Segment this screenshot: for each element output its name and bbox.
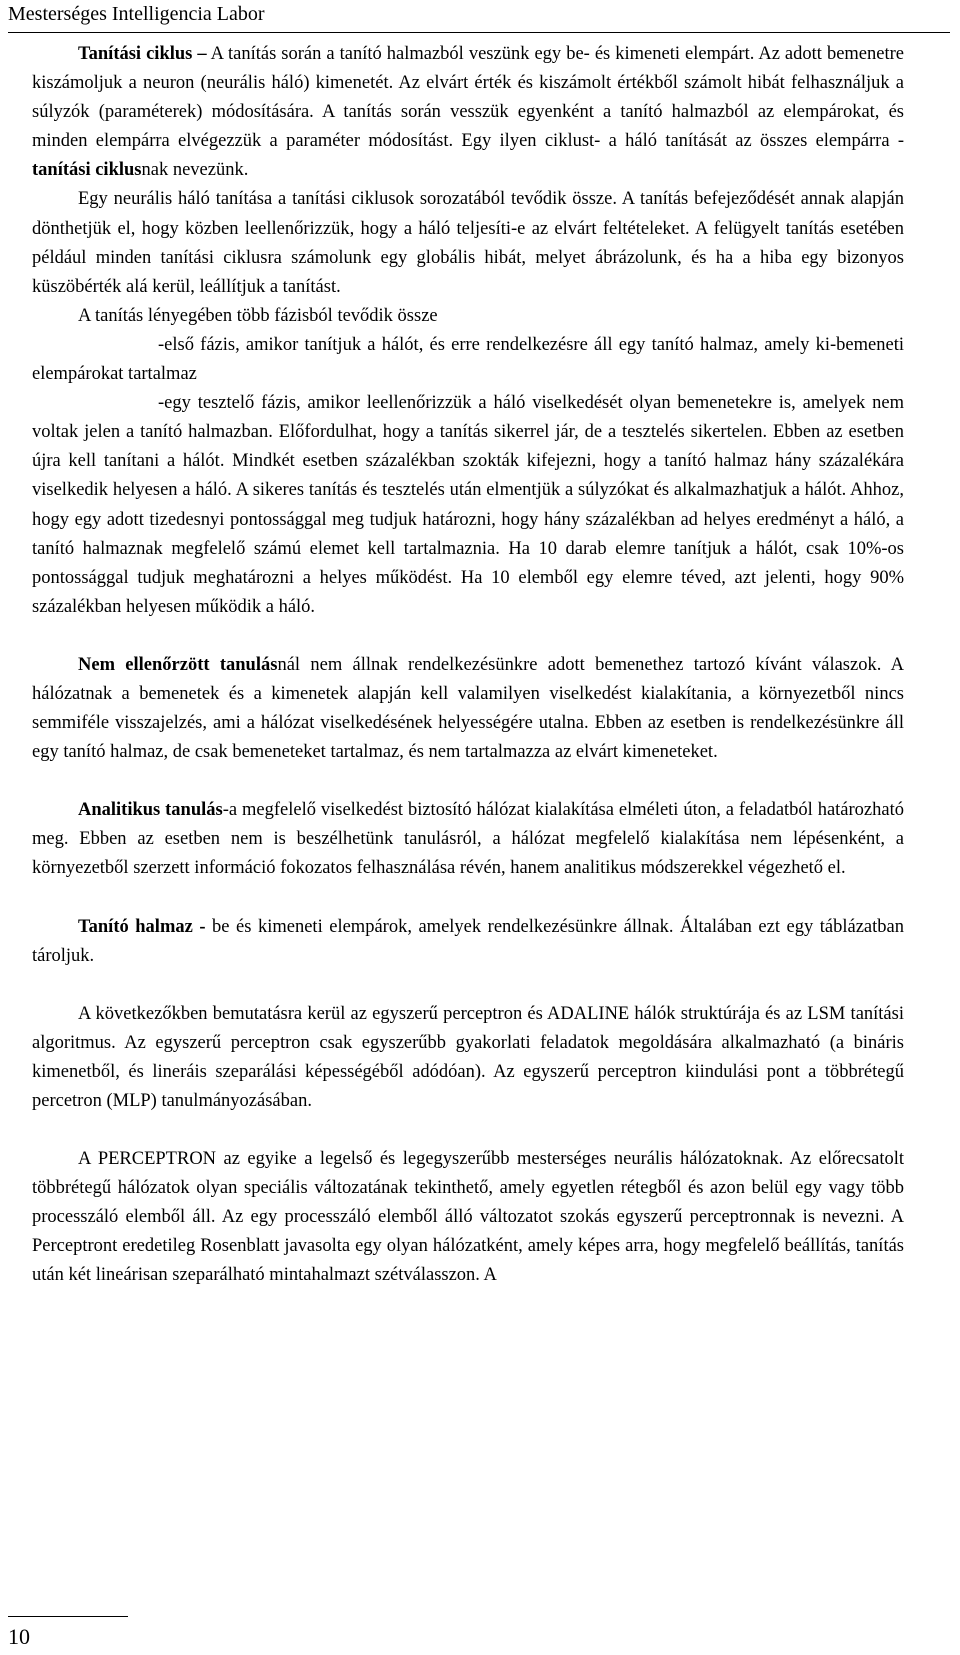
document-body [32,40,904,1291]
term-analytic-learning: Analitikus tanulás [78,800,223,821]
paragraph-text: A tanítás lényegében több fázisból tevődik össze [78,305,438,326]
paragraph-training-cycle [32,40,904,185]
paragraph-training-sequence [32,185,904,301]
paragraph-text: Egy neurális háló tanítása a tanítási ciklusok sorozatából tevődik össze. A tanítás befejeződését annak alapján dönthetjük el, hogy közben leellenőrizzük, hogy a háló teljesíti-e az elvárt feltételeket. [32,189,904,239]
paragraph-text: -egy tesztelő fázis, amikor leellenőrizzük a háló viselkedését olyan bemenetekre is, amelyek nem voltak jelen a tanító halmazban. Előfordulhat, hogy a tanítás sikerrel jár, de a tesztelés sikertelen. Ebben az esetben újra kell tanítani a hálót. Mindkét esetben százalékban szokták kifejezni, hogy a tanító halmaz hány százalékára viselkedik helyesen a háló. A sikeres tanítás és tesztelés után elmentjük a súlyzókat és alkalmazhatjuk a hálót. Ahhoz, hogy egy adott tizedesnyi pontossággal meg tudjuk határozni, hogy hány százalékban ad helyes eredményt a háló, a tanító halmaznak megfelelő számú elemet kell tartalmaznia. Ha 10 darab elemre tanítjuk a hálót, csak 10%-os pontossággal tudjuk meghatározni a helyes működést. Ha 10 elemből egy elemre téved, azt jelenti, hogy 90% százalékban helyesen működik a háló. [32,393,904,617]
paragraph-perceptron-intro [32,1000,904,1116]
footer-divider [8,1616,128,1617]
term-unsupervised-learning: Nem ellenőrzött tanulás [78,654,278,675]
paragraph-unsupervised-learning [32,651,904,767]
term-training-cycle: Tanítási ciklus – [78,44,207,64]
paragraph-text: A következőkben bemutatásra kerül az egyszerű perceptron és ADALINE hálók struktúrája és az LSM tanítási algoritmus. Az egyszerű perceptron csak egyszerűbb gyakorlati feladatok megoldására alkalmazható (a bináris kimenetből, és lineráis szeparálási képességéből adódóan). Az egyszerű perceptron kiindulási pont a többrétegű percetron (MLP) tanulmányozásában. [32,1003,904,1111]
paragraph-training-set [32,913,904,971]
page-number: 10 [8,1624,30,1649]
paragraph-text: -a megfelelő viselkedést biztosító hálózat kialakítása elméleti úton, a feladatból határozható meg. Ebben az esetben nem is beszélhetünk tanulásról, a hálózat megfelelő kialakítása nem lépésenként, a környezetből szerzett információ fokozatos felhasználása révén, hanem analitikus módszerekkel végezhető el. [32,800,904,879]
paragraph-text: A tanítás során a tanító halmazból veszünk egy be- és kimeneti elempárt. Az adott bemenetre kiszámoljuk a neuron (neurális háló) kimenetét. Az elvárt érték és kiszámolt értékből számolt hibát felhasználjuk a súlyzók (paraméterek) módosítására. A tanítás során vesszük egyenként a tanító halmazból az elempárokat, és minden elempárra elvégezzük a paraméter módosítást. Egy ilyen ciklust- a háló tanítását az összes elempárra - [32,44,904,152]
paragraph-perceptron-definition [32,1145,904,1290]
paragraph-analytic-learning [32,796,904,883]
term-training-set: Tanító halmaz - [78,916,206,937]
list-item-test-phase [32,389,904,622]
paragraph-text: be és kimeneti elempárok, amelyek rendelkezésünkre állnak. Általában ezt egy táblázatban tároljuk. [32,916,904,966]
paragraph-text-end: nak nevezünk. [141,160,249,181]
paragraph-phases-intro [32,302,904,331]
supervised-training-text: A felügyelt tanítás esetében például minden tanítási ciklusra számolunk egy globális hibát, melyet ábrázolunk, és ha a hiba egy bizonyos küszöbérték alá kerül, leállítjuk a tanítást. [32,218,904,297]
page-header: Mesterséges Intelligencia Labor [8,2,950,33]
paragraph-text: -első fázis, amikor tanítjuk a hálót, és erre rendelkezésre áll egy tanító halmaz, amely ki-bemeneti elempárokat tartalmaz [32,334,904,385]
paragraph-text: nál nem állnak rendelkezésünkre adott bemenethez tartozó kívánt válaszok. A hálózatnak a bemenetek és a kimenetek alapján kell valamilyen viselkedést kialakítania, a környezetből nincs semmiféle visszajelzés, ami a hálózat viselkedésének helyességére utalna. Ebben az esetben is rendelkezésünkre áll egy tanító halmaz, de csak bemeneteket tartalmaz, és nem tartalmazza az elvárt kimeneteket. [32,654,905,763]
term-training-cycle-inline: tanítási ciklus [32,160,142,181]
paragraph-text: A PERCEPTRON az egyike a legelső és legegyszerűbb mesterséges neurális hálózatoknak. Az előrecsatolt többrétegű hálózatok olyan speciális változatának tekinthető, amely egyetlen rétegből és azon belül egy vagy több processzáló elemből áll. Az egy processzáló elemből álló változatot szokás egyszerű perceptronnak is nevezni. A Perceptront eredetileg Rosenblatt javasolta egy olyan hálózatként, amely képes arra, hogy megfelelő beállítás, tanítás után két lineárisan szeparálható mintahalmazt szétválasszon. A [32,1149,904,1286]
list-item-first-phase [32,331,904,389]
